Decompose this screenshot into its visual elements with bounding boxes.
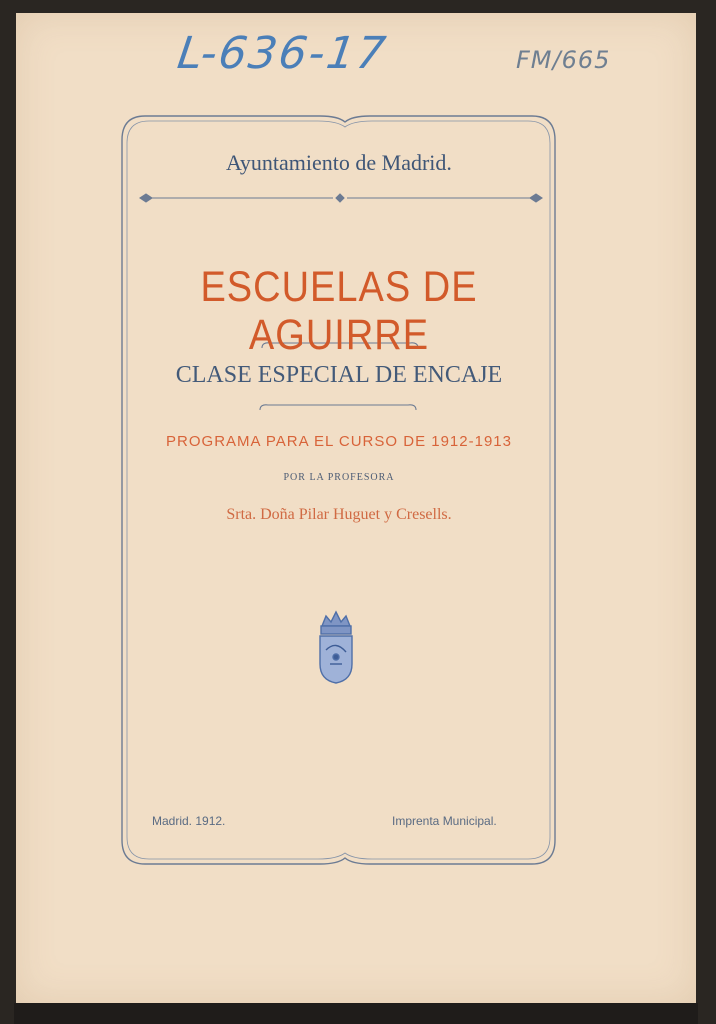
class-subtitle: CLASE ESPECIAL DE ENCAJE: [175, 362, 503, 388]
teacher-name: Srta. Doña Pilar Huguet y Cresells.: [226, 506, 452, 523]
by-teacher-label: POR LA PROFESORA: [283, 472, 395, 483]
frame-border-inner: [127, 121, 550, 859]
madrid-coat-of-arms-icon: [320, 612, 352, 683]
footer-place-date: Madrid. 1912.: [152, 814, 226, 828]
program-line: PROGRAMA PARA EL CURSO DE 1912-1913: [166, 433, 512, 450]
ornamental-divider: [140, 194, 542, 202]
frame-border: [122, 116, 555, 864]
subtitle-brace-bottom: [260, 405, 416, 410]
footer-printer: Imprenta Municipal.: [392, 814, 497, 828]
handwritten-catalog-code: L-636-17: [174, 28, 391, 79]
school-title: ESCUELAS DE AGUIRRE: [200, 263, 478, 360]
issuer-heading: Ayuntamiento de Madrid.: [226, 150, 452, 175]
handwritten-side-code: FM/665: [516, 46, 611, 74]
